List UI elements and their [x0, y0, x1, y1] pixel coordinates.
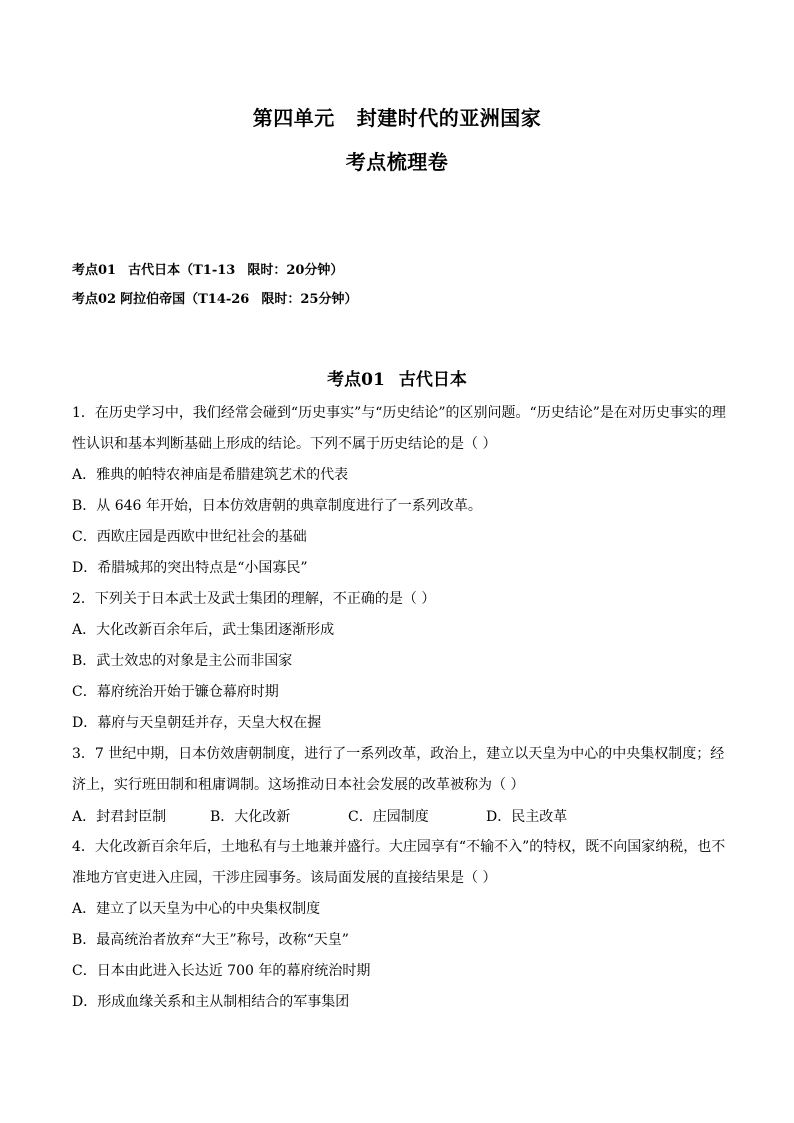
q3-option-c: C．庄园制度 [348, 809, 429, 825]
q2-option-c: C．幕府统治开始于镰仓幕府时期 [72, 684, 279, 700]
q4-option-d: D．形成血缘关系和主从制相结合的军事集团 [72, 994, 350, 1010]
q2-option-a: A．大化改新百余年后，武士集团逐渐形成 [72, 622, 335, 638]
q1-option-a: A．雅典的帕特农神庙是希腊建筑艺术的代表 [72, 467, 349, 483]
q1-option-b: B．从 646 年开始，日本仿效唐朝的典章制度进行了一系列改革。 [72, 498, 482, 514]
q2-option-b: B．武士效忠的对象是主公而非国家 [72, 653, 293, 669]
q3-option-b: B．大化改新 [210, 809, 291, 825]
q3-option-a: A．封君封臣制 [72, 809, 167, 825]
page-subtitle: 考点梳理卷 [345, 150, 449, 174]
q2-stem-line-1: 2．下列关于日本武士及武士集团的理解，不正确的是（ ） [72, 591, 436, 607]
toc-text: 古代日本（T1-13 [128, 263, 236, 278]
q3-options-row [72, 806, 567, 826]
q4-option-c: C．日本由此进入长达近 700 年的幕府统治时期 [72, 963, 371, 979]
section-code: 考点01 [327, 370, 385, 390]
toc-code: 考点02 [72, 292, 117, 307]
q4-stem-line-2: 准地方官吏进入庄园，干涉庄园事务。该局面发展的直接结果是（ ） [72, 870, 497, 886]
q3-stem-line-2: 济上，实行班田制和租庸调制。这场推动日本社会发展的改革被称为（ ） [72, 777, 525, 793]
q1-stem-line-2: 性认识和基本判断基础上形成的结论。下列不属于历史结论的是（ ） [72, 436, 497, 452]
toc-time: 限时：20分钟） [247, 263, 344, 278]
q4-stem-line-1: 4．大化改新百余年后，土地私有与土地兼并盛行。大庄园享有“不输不入”的特权，既不向国家纳税，也不 [72, 839, 726, 855]
q4-option-b: B．最高统治者放弃“大王”称号，改称“天皇” [72, 932, 349, 948]
q4-option-a: A．建立了以天皇为中心的中央集权制度 [72, 901, 321, 917]
q1-option-c: C．西欧庄园是西欧中世纪社会的基础 [72, 529, 307, 545]
q1-stem-line-1: 1．在历史学习中，我们经常会碰到“历史事实”与“历史结论”的区别问题。“历史结论”是在对历史事实的理 [72, 405, 726, 421]
unit-label: 第四单元 [252, 106, 335, 130]
section-name: 古代日本 [398, 370, 467, 390]
unit-topic: 封建时代的亚洲国家 [356, 106, 542, 130]
toc-time: 限时：25分钟） [261, 292, 358, 307]
toc-code: 考点01 [72, 263, 117, 278]
page-title [0, 102, 794, 131]
q1-option-d: D．希腊城邦的突出特点是“小国寡民” [72, 560, 308, 576]
q2-option-d: D．幕府与天皇朝廷并存，天皇大权在握 [72, 715, 322, 731]
toc-item-2 [72, 288, 357, 307]
q3-option-d: D．民主改革 [486, 809, 568, 825]
q3-stem-line-1: 3．7 世纪中期，日本仿效唐朝制度，进行了一系列改革，政治上，建立以天皇为中心的中央集权制度；经 [72, 746, 725, 762]
section-heading [0, 365, 794, 390]
toc-item-1 [72, 259, 343, 278]
toc-text: 阿拉伯帝国（T14-26 [120, 292, 250, 307]
